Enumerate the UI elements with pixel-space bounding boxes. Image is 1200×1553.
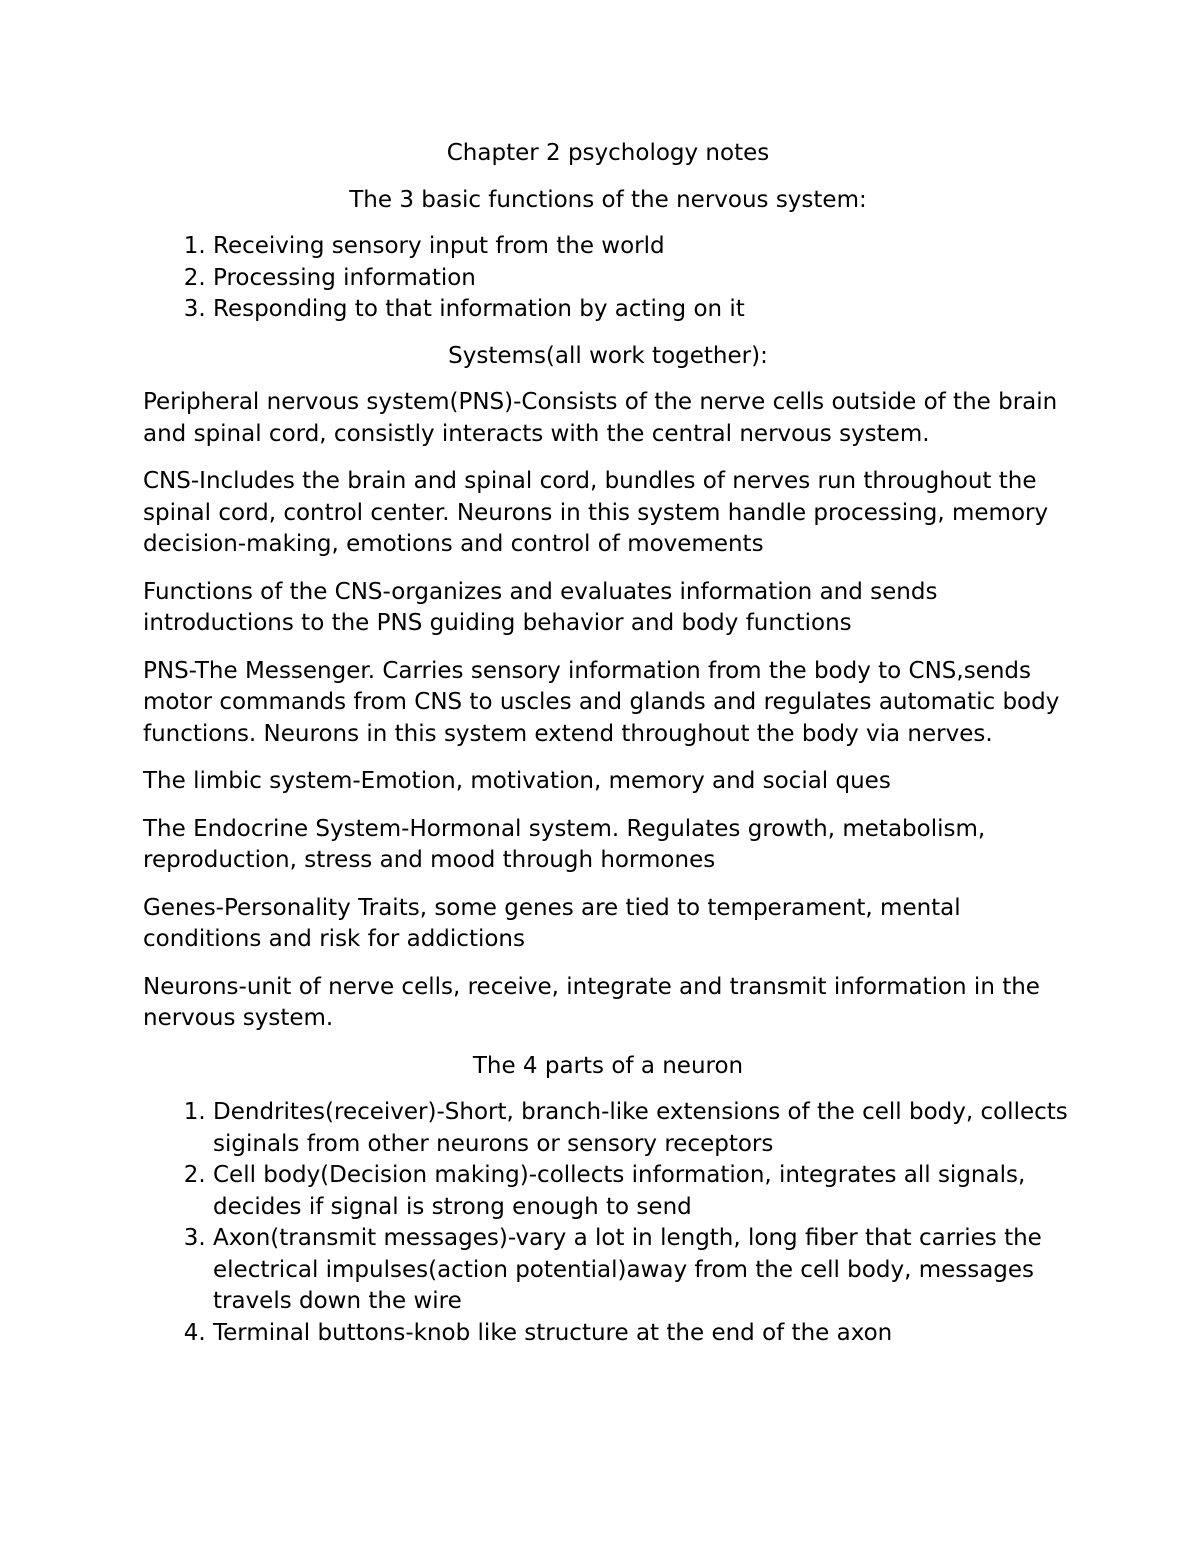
list-item: 2. Cell body(Decision making)-collects information, integrates all signals, decides if signal is strong enough to send bbox=[213, 1160, 1073, 1223]
list-item: 1. Dendrites(receiver)-Short, branch-like extensions of the cell body, collects siginals from other neurons or sensory receptors bbox=[213, 1097, 1073, 1160]
list-item: 4. Terminal buttons-knob like structure at the end of the axon bbox=[213, 1318, 1073, 1350]
paragraph-pns-messenger: PNS-The Messenger. Carries sensory information from the body to CNS,sends motor commands from CNS to uscles and glands and regulates automatic body functions. Neurons in this system extend throughout the body via nerves. bbox=[143, 657, 1060, 747]
paragraph-cns: CNS-Includes the brain and spinal cord, bundles of nerves run throughout the spinal cord, control center. Neurons in this system handle processing, memory decision-making, emotions and control of movements bbox=[143, 468, 1049, 557]
paragraph-neurons: Neurons-unit of nerve cells, receive, integrate and transmit information in the nervous system. bbox=[143, 973, 1040, 1031]
paragraph-limbic-system: The limbic system-Emotion, motivation, memory and social ques bbox=[143, 768, 891, 794]
paragraph-cns-functions: Functions of the CNS-organizes and evaluates information and sends introductions to the PNS guiding behavior and body functions bbox=[143, 578, 938, 636]
document-title: Chapter 2 psychology notes bbox=[446, 140, 770, 166]
neuron-heading: The 4 parts of a neuron bbox=[472, 1052, 744, 1079]
systems-heading: Systems(all work together): bbox=[448, 342, 768, 369]
list-item: 2. Processing information bbox=[213, 263, 1073, 295]
paragraph-endocrine-system: The Endocrine System-Hormonal system. Regulates growth, metabolism, reproduction, stress and mood through hormones bbox=[143, 815, 986, 873]
list-item: 3. Responding to that information by acting on it bbox=[213, 294, 1073, 326]
functions-heading: The 3 basic functions of the nervous system: bbox=[349, 186, 867, 213]
functions-list bbox=[143, 231, 1073, 326]
paragraph-pns: Peripheral nervous system(PNS)-Consists of the nerve cells outside of the brain and spinal cord, consistly interacts with the central nervous system. bbox=[143, 389, 1058, 447]
paragraph-genes: Genes-Personality Traits, some genes are tied to temperament, mental conditions and risk for addictions bbox=[143, 894, 961, 952]
list-item: 1. Receiving sensory input from the world bbox=[213, 231, 1073, 263]
list-item: 3. Axon(transmit messages)-vary a lot in length, long fiber that carries the electrical impulses(action potential)away from the cell body, messages travels down the wire bbox=[213, 1223, 1073, 1318]
neuron-parts-list bbox=[143, 1097, 1073, 1349]
document-page bbox=[143, 138, 1073, 1364]
